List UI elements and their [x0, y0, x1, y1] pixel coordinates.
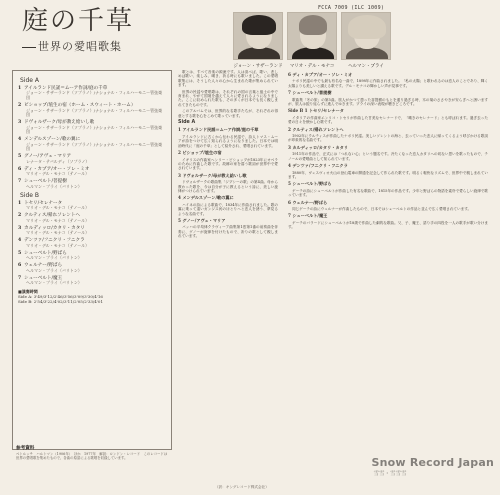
entry-text: バッハの平均律クラヴィーア曲集第1巻第1番の前奏曲を伴奏に、グノーが旋律を付けたもので、祈りの歌として親しまれています。 [178, 225, 278, 239]
portrait-photo [341, 12, 391, 60]
credits-line: Side B: 2'54/3'22/4'02/3'11/2'05/2'33/4'01 [18, 298, 104, 304]
side-a-heading: Side A [20, 77, 39, 84]
side-b-heading: Side B [20, 191, 39, 199]
track-item [18, 238, 166, 248]
track-detail: ヘルマン・プライ（バリトン） [26, 183, 82, 189]
entry-text: イギリスの作曲家ヘンリー・ビショップが1823年にオペラのために作曲した歌です。故郷の家を慕う歌詞が世界中で愛されています。 [178, 157, 278, 171]
track-title: ウェルナー/野ばら [24, 263, 63, 269]
track-detail: ヘルマン・プライ（バリトン） [26, 280, 82, 286]
entry-title: 6 ウェルナー/野ばら [288, 199, 328, 205]
section-heading: Side A [178, 120, 196, 126]
portrait-2 [286, 12, 338, 69]
track-title: メンデルスゾーン/歌の翼に [24, 137, 81, 143]
reference-notes-box [12, 442, 172, 489]
portrait-photo [233, 12, 283, 60]
credits-line: Side A: 3'49/3'12/2'46/3'56/3'09/3'30/4'16 [18, 293, 103, 299]
track-item [18, 137, 166, 152]
track-detail: ヘルマン・プライ（バリトン） [26, 255, 82, 261]
track-number: 2 [18, 103, 22, 109]
portrait-name: ヘルマン・プライ [348, 64, 384, 69]
notes-heading: 参考資料 [16, 446, 35, 451]
track-title: デンツァ/フニクリ・フニクラ [24, 238, 85, 244]
track-title: ディ・カプア/オー・ソレ・ミオ [24, 166, 90, 172]
track-item [18, 86, 166, 101]
liner-paragraph: このアルバムでは、世界的な名歌手たちが、それぞれの得意とする歌を心をこめて歌っています。 [178, 109, 278, 118]
entry-text: ハイネの詩による歌曲で、1834年に作曲されました。歌の翼に乗って遠いガンジス河のほとりへと恋人を誘う、夢見るような名曲です。 [178, 202, 278, 216]
track-detail: ジョーン・サザーランド（ソプラノ）/ナショナル・フィルハーモニー管弦楽団 [26, 90, 163, 100]
track-item [18, 213, 166, 223]
entry-title: 4 メンデルスゾーン/歌の翼に [178, 195, 234, 201]
track-number: 3 [18, 120, 22, 126]
track-detail: マリオ・デル・モナコ（テノール） [26, 217, 90, 223]
entry-title: 3 ドヴォルザーク/母が教え給いし歌 [178, 172, 247, 178]
entry-title: 1 アイルランド民謡＝ムーア作詞/庭の千草 [178, 127, 259, 133]
portrait-name: マリオ・デル・モナコ [289, 64, 335, 69]
track-number: 7 [18, 275, 22, 281]
track-number: 5 [18, 250, 22, 256]
track-title: ビショップ/埴生の宿（ホーム・スウィート・ホーム） [24, 103, 136, 109]
track-detail: マリオ・デル・モナコ（テノール） [26, 242, 90, 248]
track-title: シューベルト/魔王 [24, 275, 63, 281]
track-title: クルティス/帰れソレントへ [24, 213, 81, 219]
portrait-photo [287, 12, 337, 60]
notes-text: ペトルッチ ハルトマン（1906年） ほか 1977年 解説：ロンドン・レコード このレコードは世界の愛唱歌を集めたもので、各曲の原語による歌唱を収録しています。 [16, 452, 168, 461]
portrait-1 [232, 12, 284, 69]
track-detail: マリオ・デル・モナコ（テノール） [26, 171, 90, 177]
entry-title: 5 シューベルト/野ばら [288, 181, 332, 187]
track-item [18, 201, 166, 211]
dash-decoration [22, 47, 36, 48]
entry-text: 1902年にクルティスが作曲したナポリ民謡。美しいソレントの海と、去っていった恋人に帰ってくるよう呼びかける歌詞が印象的な名曲です。 [288, 134, 488, 143]
entry-text: 1911年の作品で、正式には「つれない心」という題名です。冷たくなった恋人カタリへの切ない思いを歌ったもので、テノールの愛唱曲として知られています。 [288, 152, 488, 161]
entry-text: 1880年、ヴェスヴィオ火山の登山電車の開通を記念して作られた歌です。明るく軽快なリズムで、世界中で親しまれています。 [288, 170, 488, 179]
album-subtitle-text: 世界の愛唱歌集 [38, 40, 122, 53]
entry-title: 3 カルディッロ/カタリ・カタリ [288, 144, 349, 150]
credits-heading: ■演奏時間 [18, 288, 38, 294]
liner-paragraph: 世界の民謡や愛唱歌は、それぞれの国の言葉と風土の中で育まれ、やがて国境を越えて人々に愛されるようになりました。ここに収められた歌も、その多くが日本でも長く親しまれてきたものです。 [178, 89, 278, 107]
track-number: 7 [18, 179, 22, 185]
track-title: カルディッロ/カタリ・カタリ [24, 225, 85, 231]
timing-credits [18, 289, 166, 304]
track-number: 4 [18, 137, 22, 143]
track-title: シューベルト/野ばら [24, 250, 67, 256]
track-item [18, 263, 166, 273]
track-item [18, 120, 166, 135]
track-title: グノー/アヴェ・マリア [24, 154, 72, 160]
entry-title: 7 シューベルト/魔王 [288, 213, 328, 219]
track-number: 6 [18, 263, 22, 269]
portrait-3 [340, 12, 392, 69]
artist-portraits [232, 12, 392, 69]
track-item [18, 276, 166, 286]
watermark-sub: 雪雪・雪雪雪 [373, 471, 407, 477]
entry-text: ナポリ民謡の中でも最も有名な一曲で、1898年に作曲されました。「私の太陽」と歌われるのは恋人のことであり、輝く太陽よりも美しいと讃える歌です。デル・モナコの輝かしい声が見事です。 [288, 79, 488, 88]
track-list-box [12, 70, 172, 450]
track-detail: マリオ・デル・モナコ（テノール） [26, 230, 90, 236]
footer-credit: （訳：キングレコード株式会社） [215, 485, 269, 489]
entry-text: ゲーテの詩にシューベルトが作曲した有名な歌曲で、1815年の作品です。少年と野ばらの物語を素朴で愛らしい旋律で歌っています。 [288, 188, 488, 198]
track-item [18, 226, 166, 236]
track-detail: ジョーン・サザーランド（ソプラノ）/ナショナル・フィルハーモニー管弦楽団 [26, 141, 163, 152]
entry-text: ドヴォルザークの歌曲集「ジプシーの歌」の第4曲。母から教わった歌を、今は自分が子に教えるという詩に、美しい旋律がつけられています。 [178, 180, 278, 193]
entry-title: 6 ディ・カプア/オー・ソレ・ミオ [288, 72, 353, 77]
entry-text: イタリアの作曲家エンリコ・トセリが作曲した甘美なセレナードで、「嘆きのセレナード」とも呼ばれます。過ぎ去った愛の日々を懐かしむ歌です。 [288, 115, 488, 125]
liner-notes-column-2 [288, 70, 488, 475]
entry-title: 2 クルティス/帰れソレントへ [288, 126, 344, 132]
track-number: 5 [18, 154, 22, 160]
track-detail: ジョーン・サザーランド（ソプラノ）/ナショナル・フィルハーモニー管弦楽団 [26, 124, 163, 135]
track-title: ドヴォルザーク/母が教え給いし歌 [24, 120, 95, 126]
track-detail: マリオ・デル・モナコ（テノール） [26, 205, 90, 211]
catalog-number: FCCA 7009 (ILC 1009) [318, 5, 385, 11]
track-title: アイルランド民謡＝ムーア作詞/庭の千草 [24, 86, 108, 91]
watermark-main: Snow Record Japan [371, 456, 494, 469]
entry-title: 2 ビショップ/埴生の宿 [178, 150, 222, 156]
track-item [18, 251, 166, 261]
watermark [372, 456, 494, 477]
entry-text: アイルランドに古くから伝わる民謡で、詩人トマス・ムーアが詩をつけて広く知られるようになりました。日本では明治時代に「庭の千草」として紹介され、愛唱されています。 [178, 134, 278, 148]
album-title: 庭の千草 [22, 6, 135, 36]
title-block [22, 6, 172, 54]
track-number: 1 [18, 86, 22, 91]
track-item [18, 154, 166, 164]
entry-text: 歌曲集「冬の旅」の第5曲。旅人がかつて憩った菩提樹のもとを通り過ぎる時、木の葉のささやきが安らぎへと誘いますが、旅人は振り返らずに進んでゆきます。プライの深い表現が聴きどころです。 [288, 97, 488, 107]
track-detail: ジョーン・サザーランド（ソプラノ）/ナショナル・フィルハーモニー管弦楽団 [26, 107, 163, 118]
track-number: 3 [18, 225, 22, 231]
track-number: 1 [18, 200, 22, 206]
entry-title: 5 グノー/アヴェ・マリア [178, 217, 226, 223]
track-item [18, 179, 166, 189]
liner-paragraph: 歌とは、すべて音楽の源流です。人は喜べば、歌い、悲しめば歌い、楽しみ、嘆き、祈る時にも歌いました。この愛唱歌集には、そうした人々の心から生まれた歌が集められています。 [178, 70, 278, 88]
entry-title: Side B 1 トセリ/セレナータ [288, 108, 344, 114]
track-item [18, 103, 166, 118]
entry-title: 4 デンツァ/フニクリ・フニクラ [288, 163, 348, 169]
track-detail: レナータ・テバルディ（ソプラノ） [26, 158, 90, 164]
entry-text: 同じゲーテの詩にウェルナーが作曲したもので、日本ではシューベルトの作品と並んで広く愛唱されています。 [292, 206, 472, 211]
portrait-name: ジョーン・サザーランド [233, 64, 283, 69]
album-subtitle [22, 38, 172, 54]
liner-notes-column-1 [178, 70, 278, 480]
track-number: 2 [18, 213, 22, 219]
track-title: トセリ/セレナータ [24, 200, 63, 206]
track-detail: ヘルマン・プライ（バリトン） [26, 267, 82, 273]
track-number: 6 [18, 166, 22, 172]
track-title: シューベルト/菩提樹 [24, 179, 67, 185]
track-item [18, 167, 166, 177]
entry-title: 7 シューベルト/菩提樹 [288, 90, 332, 96]
track-number: 4 [18, 238, 22, 244]
entry-text: ゲーテのバラードにシューベルトが18歳で作曲した劇的な歌曲。父、子、魔王、語り手の四役を一人の歌手が歌い分けます。 [288, 220, 488, 230]
